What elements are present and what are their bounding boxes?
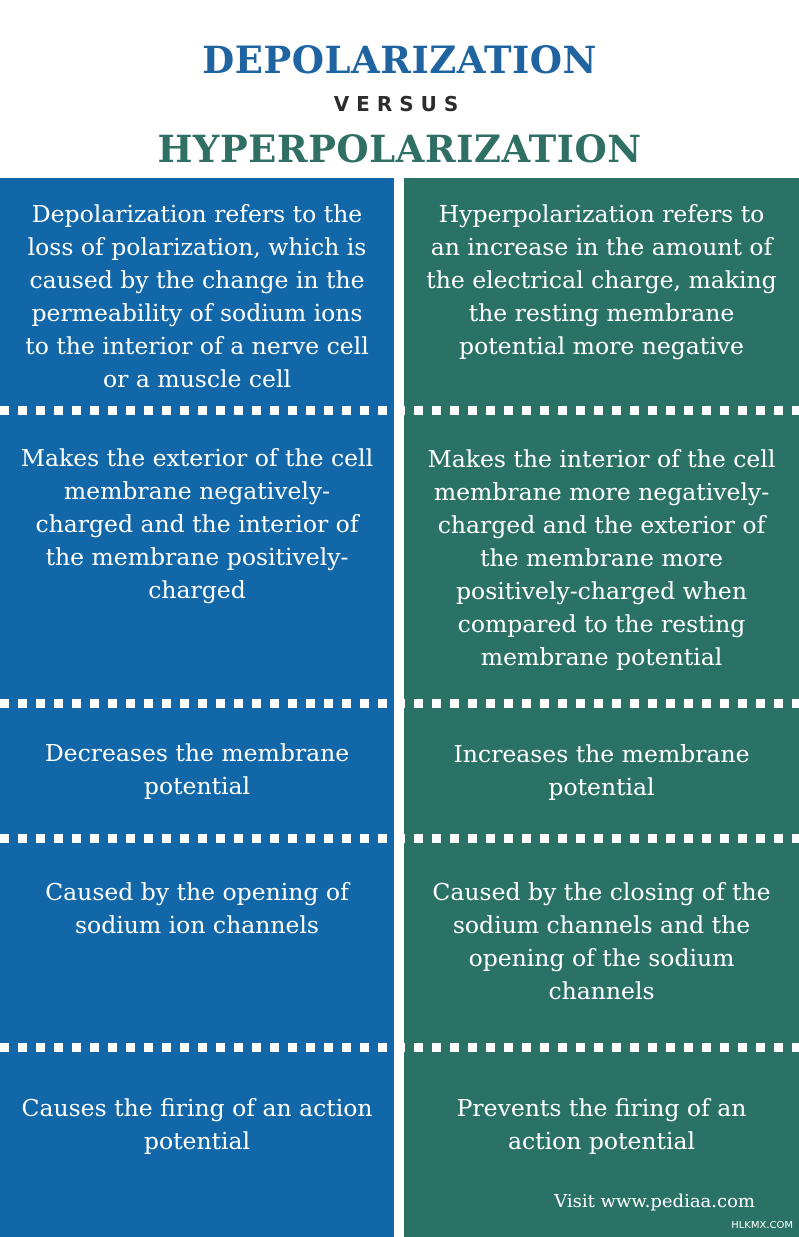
- row-divider: [0, 834, 799, 843]
- depolarization-membrane-potential: Decreases the membrane potential: [44, 739, 350, 800]
- title-depolarization: DEPOLARIZATION: [202, 38, 597, 82]
- header: [0, 0, 799, 178]
- hyperpolarization-cause: Caused by the closing of the sodium channels and the opening of the sodium channels: [432, 878, 771, 1005]
- row-divider: [0, 406, 799, 415]
- depolarization-membrane-charge: Makes the exterior of the cell membrane negatively-charged and the interior of the membrane positively-charged: [20, 444, 374, 604]
- watermark: HLKMX.COM: [731, 1220, 793, 1231]
- footer-credit: Visit www.pediaa.com: [554, 1191, 755, 1212]
- depolarization-cause: Caused by the opening of sodium ion channels: [45, 878, 349, 939]
- row-divider: [0, 699, 799, 708]
- depolarization-definition: Depolarization refers to the loss of polarization, which is caused by the change in the permeability of sodium ions to the interior of a nerve cell or a muscle cell: [25, 200, 369, 393]
- title-hyperpolarization: HYPERPOLARIZATION: [157, 127, 642, 171]
- hyperpolarization-membrane-charge: Makes the interior of the cell membrane more negatively-charged and the exterior of the membrane more positively-charged when compared to the resting membrane potential: [427, 445, 776, 671]
- hyperpolarization-action-potential: Prevents the firing of an action potential: [456, 1094, 747, 1155]
- row-divider: [0, 1043, 799, 1052]
- hyperpolarization-definition: Hyperpolarization refers to an increase in the amount of the electrical charge, making the resting membrane potential more negative: [426, 200, 777, 360]
- versus-label: VERSUS: [333, 92, 466, 116]
- hyperpolarization-membrane-potential: Increases the membrane potential: [453, 740, 750, 801]
- depolarization-action-potential: Causes the firing of an action potential: [21, 1094, 373, 1155]
